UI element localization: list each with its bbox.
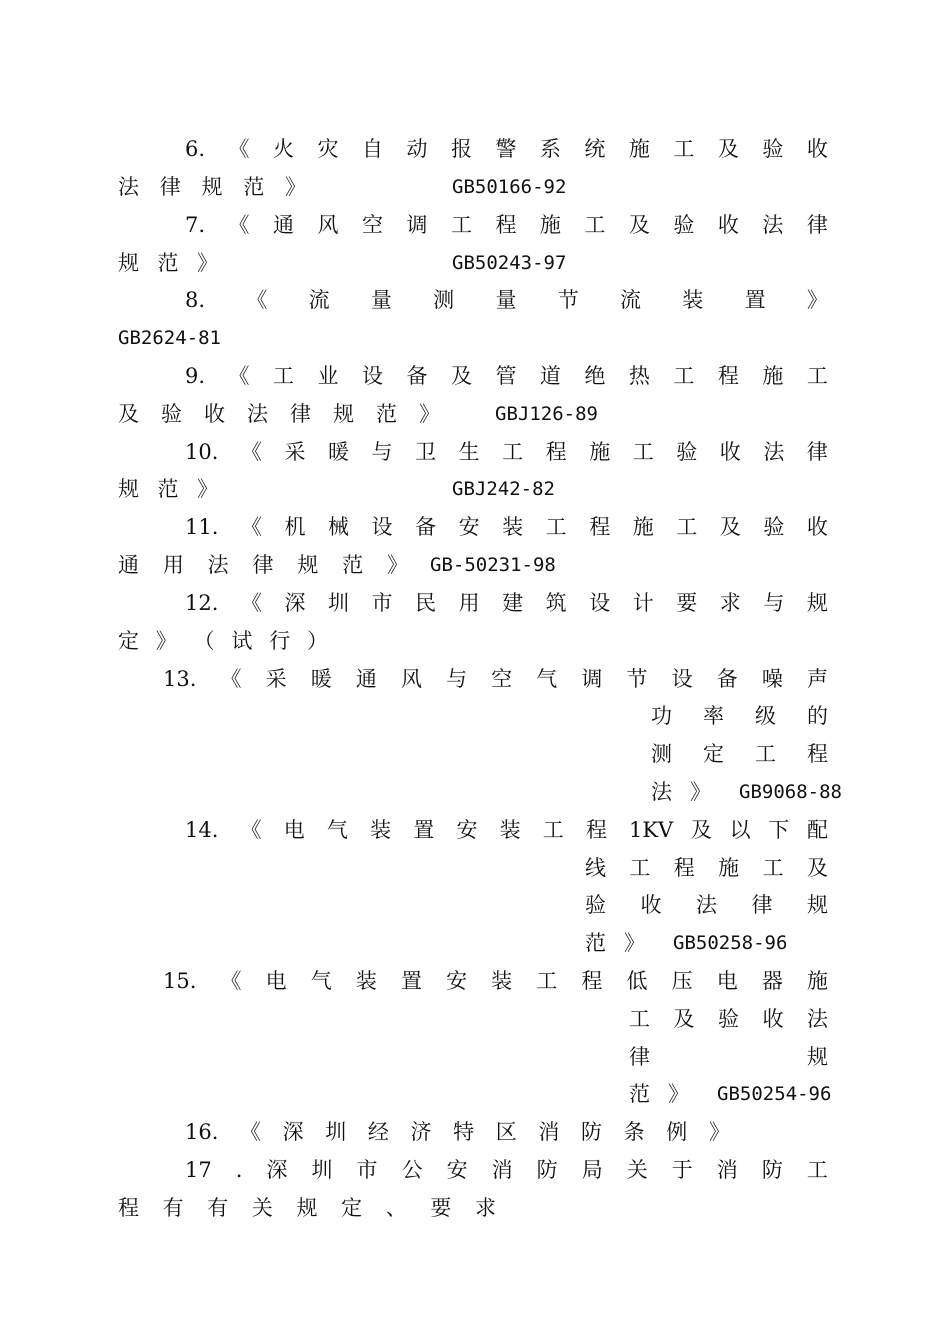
text-token: 设 [371,515,393,539]
text-token: 的 [807,704,828,728]
text-token: 消 [538,1120,560,1144]
item-14-line-1 [185,811,607,849]
text-token: 暖 [328,440,349,464]
text-token: 规 [296,1196,318,1220]
text-token: 备 [415,515,437,539]
text-token: 警 [495,137,517,161]
text-token: 范 [342,553,364,577]
text-token: 测 [433,288,455,312]
text-token: 气 [536,667,558,691]
text-token: 法 [118,175,139,199]
text-token: 空 [491,667,513,691]
text-token: 热 [628,364,650,388]
text-token: 7. [185,213,206,237]
text-token: 声 [806,667,828,691]
text-token: 及 [673,1007,695,1031]
text-token: 工 [806,1158,828,1182]
text-token: 《 [220,969,242,993]
item-13-line-3 [651,735,828,773]
text-token: 工 [545,515,567,539]
text-token: 器 [761,969,783,993]
text-token: 深 [284,591,306,615]
item-15-line-1 [163,962,828,1000]
text-token: 工 [676,515,698,539]
text-token: 用 [162,553,184,577]
text-token: 置 [413,818,435,842]
text-token: 8. [185,288,206,312]
text-token: 11. [185,515,219,539]
text-token: 工 [629,1007,650,1031]
item-7-line-1 [185,206,828,244]
text-token: 设 [671,667,693,691]
text-token: 程 [545,440,567,464]
text-token: 范 [629,1082,650,1106]
item-14-line-2 [585,849,828,887]
item-6-code: GB50166-92 [452,176,567,198]
text-token: 通 [355,667,377,691]
text-token: 装 [682,288,704,312]
text-token: 局 [581,1158,603,1182]
item-9-line-2 [118,395,440,433]
text-token: 规 [118,477,139,501]
text-token: 、 [385,1196,407,1220]
text-token: 工 [536,969,558,993]
text-token: 防 [536,1158,558,1182]
text-token: 10. [185,440,219,464]
text-token: 收 [204,402,225,426]
text-token: 市 [371,591,393,615]
text-token: 装 [491,969,513,993]
text-token: 法 [807,1007,828,1031]
text-token: 消 [491,1158,513,1182]
text-token: 程 [807,742,828,766]
text-token: 工 [273,364,295,388]
text-token: 施 [589,440,611,464]
text-token: 工 [806,364,828,388]
text-token: 条 [623,1120,645,1144]
text-token: 16. [185,1120,219,1144]
text-token: 法 [763,440,785,464]
text-token: 规 [807,1045,828,1069]
item-6-line-2 [118,168,306,206]
text-token: 绝 [584,364,606,388]
item-11-line-2 [118,546,408,584]
text-token: 《 [228,364,250,388]
text-token: 《 [240,591,262,615]
text-token: 范 [157,477,179,501]
text-token: 《 [240,515,262,539]
text-token: 规 [333,402,354,426]
text-token: 关 [251,1196,273,1220]
item-7-line-2 [118,244,218,282]
text-token: 报 [450,137,472,161]
text-token: 范 [585,931,606,955]
text-token: （ [193,629,215,653]
text-token: 工 [673,364,695,388]
text-token: 电 [265,969,287,993]
text-token: 风 [400,667,422,691]
text-token: 规 [806,591,828,615]
text-token: 设 [361,364,383,388]
text-token: 定 [703,742,724,766]
text-token: 验 [161,402,182,426]
text-token: 经 [367,1120,389,1144]
text-token: 有 [162,1196,184,1220]
text-token: 》 [386,553,408,577]
item-10-code: GBJ242-82 [452,478,555,500]
text-token: 15. [163,969,197,993]
text-token: 下 [768,818,790,842]
text-token: 级 [755,704,776,728]
text-token: 验 [762,137,784,161]
text-token: 法 [762,213,784,237]
text-token: 电 [283,818,305,842]
item-13-line-2 [651,697,828,735]
text-token: 律 [806,440,828,464]
text-token: 法 [696,893,717,917]
text-token: 及 [806,856,828,880]
text-token: 程 [585,818,607,842]
text-token: 法 [207,553,229,577]
text-token: . [235,1158,243,1182]
text-token: 工 [762,856,784,880]
text-token: 置 [400,969,422,993]
item-15-line-4 [629,1075,689,1113]
text-token: 《 [240,440,262,464]
text-token: 范 [243,175,265,199]
text-token: 程 [581,969,603,993]
text-token: 施 [539,213,561,237]
text-token: 9. [185,364,206,388]
text-token: 低 [626,969,648,993]
text-token: ） [306,629,328,653]
text-token: 工 [673,137,695,161]
text-token: 程 [717,364,739,388]
text-token: 置 [744,288,766,312]
text-token: 14. [185,818,219,842]
item-12-line-2 [118,622,328,660]
text-token: 规 [297,553,319,577]
item-6-line-1 [185,130,828,168]
text-token: 功 [651,704,672,728]
text-token: 风 [317,213,339,237]
text-token: 施 [628,137,650,161]
text-token: 及 [628,213,650,237]
item-14-line-1b [629,811,828,849]
text-token: 量 [495,288,517,312]
text-token: 验 [718,1007,739,1031]
text-token: 系 [539,137,561,161]
text-token: 要 [430,1196,452,1220]
text-token: 收 [717,213,739,237]
text-token: 安 [446,1158,468,1182]
item-11-code: GB-50231-98 [430,554,556,576]
text-token: 收 [719,440,741,464]
text-token: 业 [317,364,339,388]
text-token: 程 [673,856,695,880]
text-token: 于 [671,1158,693,1182]
text-token: 采 [265,667,287,691]
item-14-line-4 [585,924,645,962]
text-token: 》 [285,175,306,199]
text-token: 械 [328,515,349,539]
item-12-line-1 [185,584,828,622]
text-token: 暖 [310,667,332,691]
text-token: 调 [581,667,603,691]
item-13-line-4 [651,773,711,811]
text-token: 收 [806,515,828,539]
text-token: 17 [185,1158,212,1182]
item-10-line-2 [118,470,218,508]
text-token: 圳 [328,591,349,615]
text-token: 道 [539,364,561,388]
text-token: 圳 [325,1120,347,1144]
text-token: 范 [376,402,397,426]
text-token: 测 [651,742,672,766]
text-token: 卫 [415,440,437,464]
text-token: 关 [626,1158,648,1182]
text-token: 通 [118,553,139,577]
text-token: 工 [502,440,524,464]
item-7-code: GB50243-97 [452,252,567,274]
text-token: 流 [308,288,330,312]
text-token: 机 [284,515,306,539]
item-14-line-3 [585,886,828,924]
text-token: 自 [361,137,383,161]
item-13-code: GB9068-88 [739,781,842,803]
text-token: 》 [419,402,440,426]
text-token: 空 [361,213,383,237]
text-token: 气 [326,818,348,842]
text-token: 防 [761,1158,783,1182]
item-15-line-2 [629,1000,828,1038]
text-token: 统 [584,137,606,161]
text-token: 规 [201,175,223,199]
text-token: 特 [453,1120,475,1144]
text-token: 电 [716,969,738,993]
text-token: 工 [450,213,472,237]
text-token: 噪 [761,667,783,691]
text-token: 律 [290,402,311,426]
text-token: 装 [355,969,377,993]
text-token: 安 [458,515,480,539]
text-token: 收 [762,1007,784,1031]
text-token: 》 [690,780,711,804]
text-token: 工 [632,440,654,464]
text-token: 》 [197,251,218,275]
text-token: 民 [415,591,437,615]
text-token: 程 [495,213,517,237]
text-token: 线 [585,856,606,880]
text-token: 要 [676,591,698,615]
text-token: 工 [755,742,776,766]
text-token: 及 [717,137,739,161]
text-token: 定 [118,629,139,653]
text-token: 气 [310,969,332,993]
item-17-line-1 [185,1151,828,1189]
text-token: 市 [356,1158,378,1182]
text-token: 行 [269,629,291,653]
item-14-code: GB50258-96 [673,932,788,954]
text-token: 13. [163,667,197,691]
text-token: 用 [458,591,480,615]
text-token: 》 [624,931,645,955]
text-token: 法 [247,402,268,426]
text-token: 《 [228,137,250,161]
text-token: 以 [729,818,751,842]
text-token: 装 [370,818,392,842]
text-token: 验 [585,893,606,917]
text-token: 工 [629,856,651,880]
text-token: 律 [806,213,828,237]
text-token: 及 [719,515,741,539]
item-8-line-1 [185,281,828,319]
text-token: 装 [502,515,524,539]
text-token: 率 [703,704,724,728]
text-token: 消 [716,1158,738,1182]
text-token: 及 [118,402,139,426]
text-token: 规 [807,893,828,917]
item-15-code: GB50254-96 [717,1083,832,1105]
text-token: 》 [197,477,218,501]
text-token: 律 [252,553,274,577]
text-token: 求 [719,591,741,615]
text-token: 流 [620,288,642,312]
item-8-code: GB2624-81 [118,327,221,349]
text-token: 防 [581,1120,603,1144]
text-token: 验 [673,213,695,237]
text-token: 压 [671,969,693,993]
text-token: 》 [668,1082,689,1106]
text-token: 《 [220,667,242,691]
text-token: 工 [542,818,564,842]
item-16-line-1 [185,1113,730,1151]
text-token: 12. [185,591,219,615]
text-token: 例 [666,1120,688,1144]
text-token: 施 [806,969,828,993]
item-13-line-1 [163,660,828,698]
text-token: 范 [157,251,179,275]
text-token: 程 [118,1196,139,1220]
text-token: 圳 [311,1158,333,1182]
text-token: 备 [716,667,738,691]
text-token: 深 [266,1158,288,1182]
text-token: 《 [228,213,250,237]
text-token: 量 [370,288,392,312]
item-9-code: GBJ126-89 [495,403,598,425]
text-token: 通 [273,213,295,237]
text-token: 动 [406,137,428,161]
text-token: 法 [651,780,672,804]
text-token: 与 [371,440,393,464]
item-9-line-1 [185,357,828,395]
text-token: 律 [629,1045,650,1069]
text-token: 公 [401,1158,423,1182]
text-token: 验 [763,515,785,539]
text-token: 工 [584,213,606,237]
text-token: 定 [341,1196,363,1220]
text-token: 济 [410,1120,432,1144]
item-11-line-1 [185,508,828,546]
text-token: 与 [763,591,785,615]
text-token: 备 [406,364,428,388]
text-token: 施 [632,515,654,539]
text-token: 《 [240,1120,262,1144]
text-token: 施 [762,364,784,388]
text-token: 节 [626,667,648,691]
text-token: 》 [806,288,828,312]
text-token: 验 [676,440,698,464]
item-10-line-1 [185,433,828,471]
text-token: 计 [632,591,654,615]
text-token: 》 [155,629,177,653]
text-token: 有 [207,1196,229,1220]
text-token: 生 [458,440,480,464]
text-token: 收 [640,893,662,917]
text-token: 试 [231,629,253,653]
text-token: 及 [690,818,712,842]
text-token: 求 [475,1196,496,1220]
text-token: 1KV [629,818,674,842]
text-token: 火 [273,137,295,161]
text-token: 》 [708,1120,730,1144]
text-token: 施 [718,856,740,880]
text-token: 与 [446,667,468,691]
item-17-line-2 [118,1189,496,1227]
text-token: 深 [282,1120,304,1144]
text-token: 区 [495,1120,517,1144]
text-token: 管 [495,364,517,388]
text-token: 6. [185,137,206,161]
text-token: 设 [589,591,611,615]
text-token: 及 [450,364,472,388]
text-token: 《 [240,818,262,842]
text-token: 筑 [545,591,567,615]
text-token: 建 [502,591,524,615]
text-token: 程 [589,515,611,539]
item-15-line-3 [629,1038,828,1076]
text-token: 《 [246,288,268,312]
text-token: 装 [499,818,521,842]
text-token: 调 [406,213,428,237]
text-token: 采 [284,440,306,464]
text-token: 收 [806,137,828,161]
text-token: 灾 [317,137,339,161]
text-token: 律 [751,893,773,917]
text-token: 安 [456,818,478,842]
text-token: 配 [806,818,828,842]
text-token: 安 [446,969,468,993]
text-token: 节 [557,288,579,312]
text-token: 律 [159,175,181,199]
text-token: 规 [118,251,139,275]
